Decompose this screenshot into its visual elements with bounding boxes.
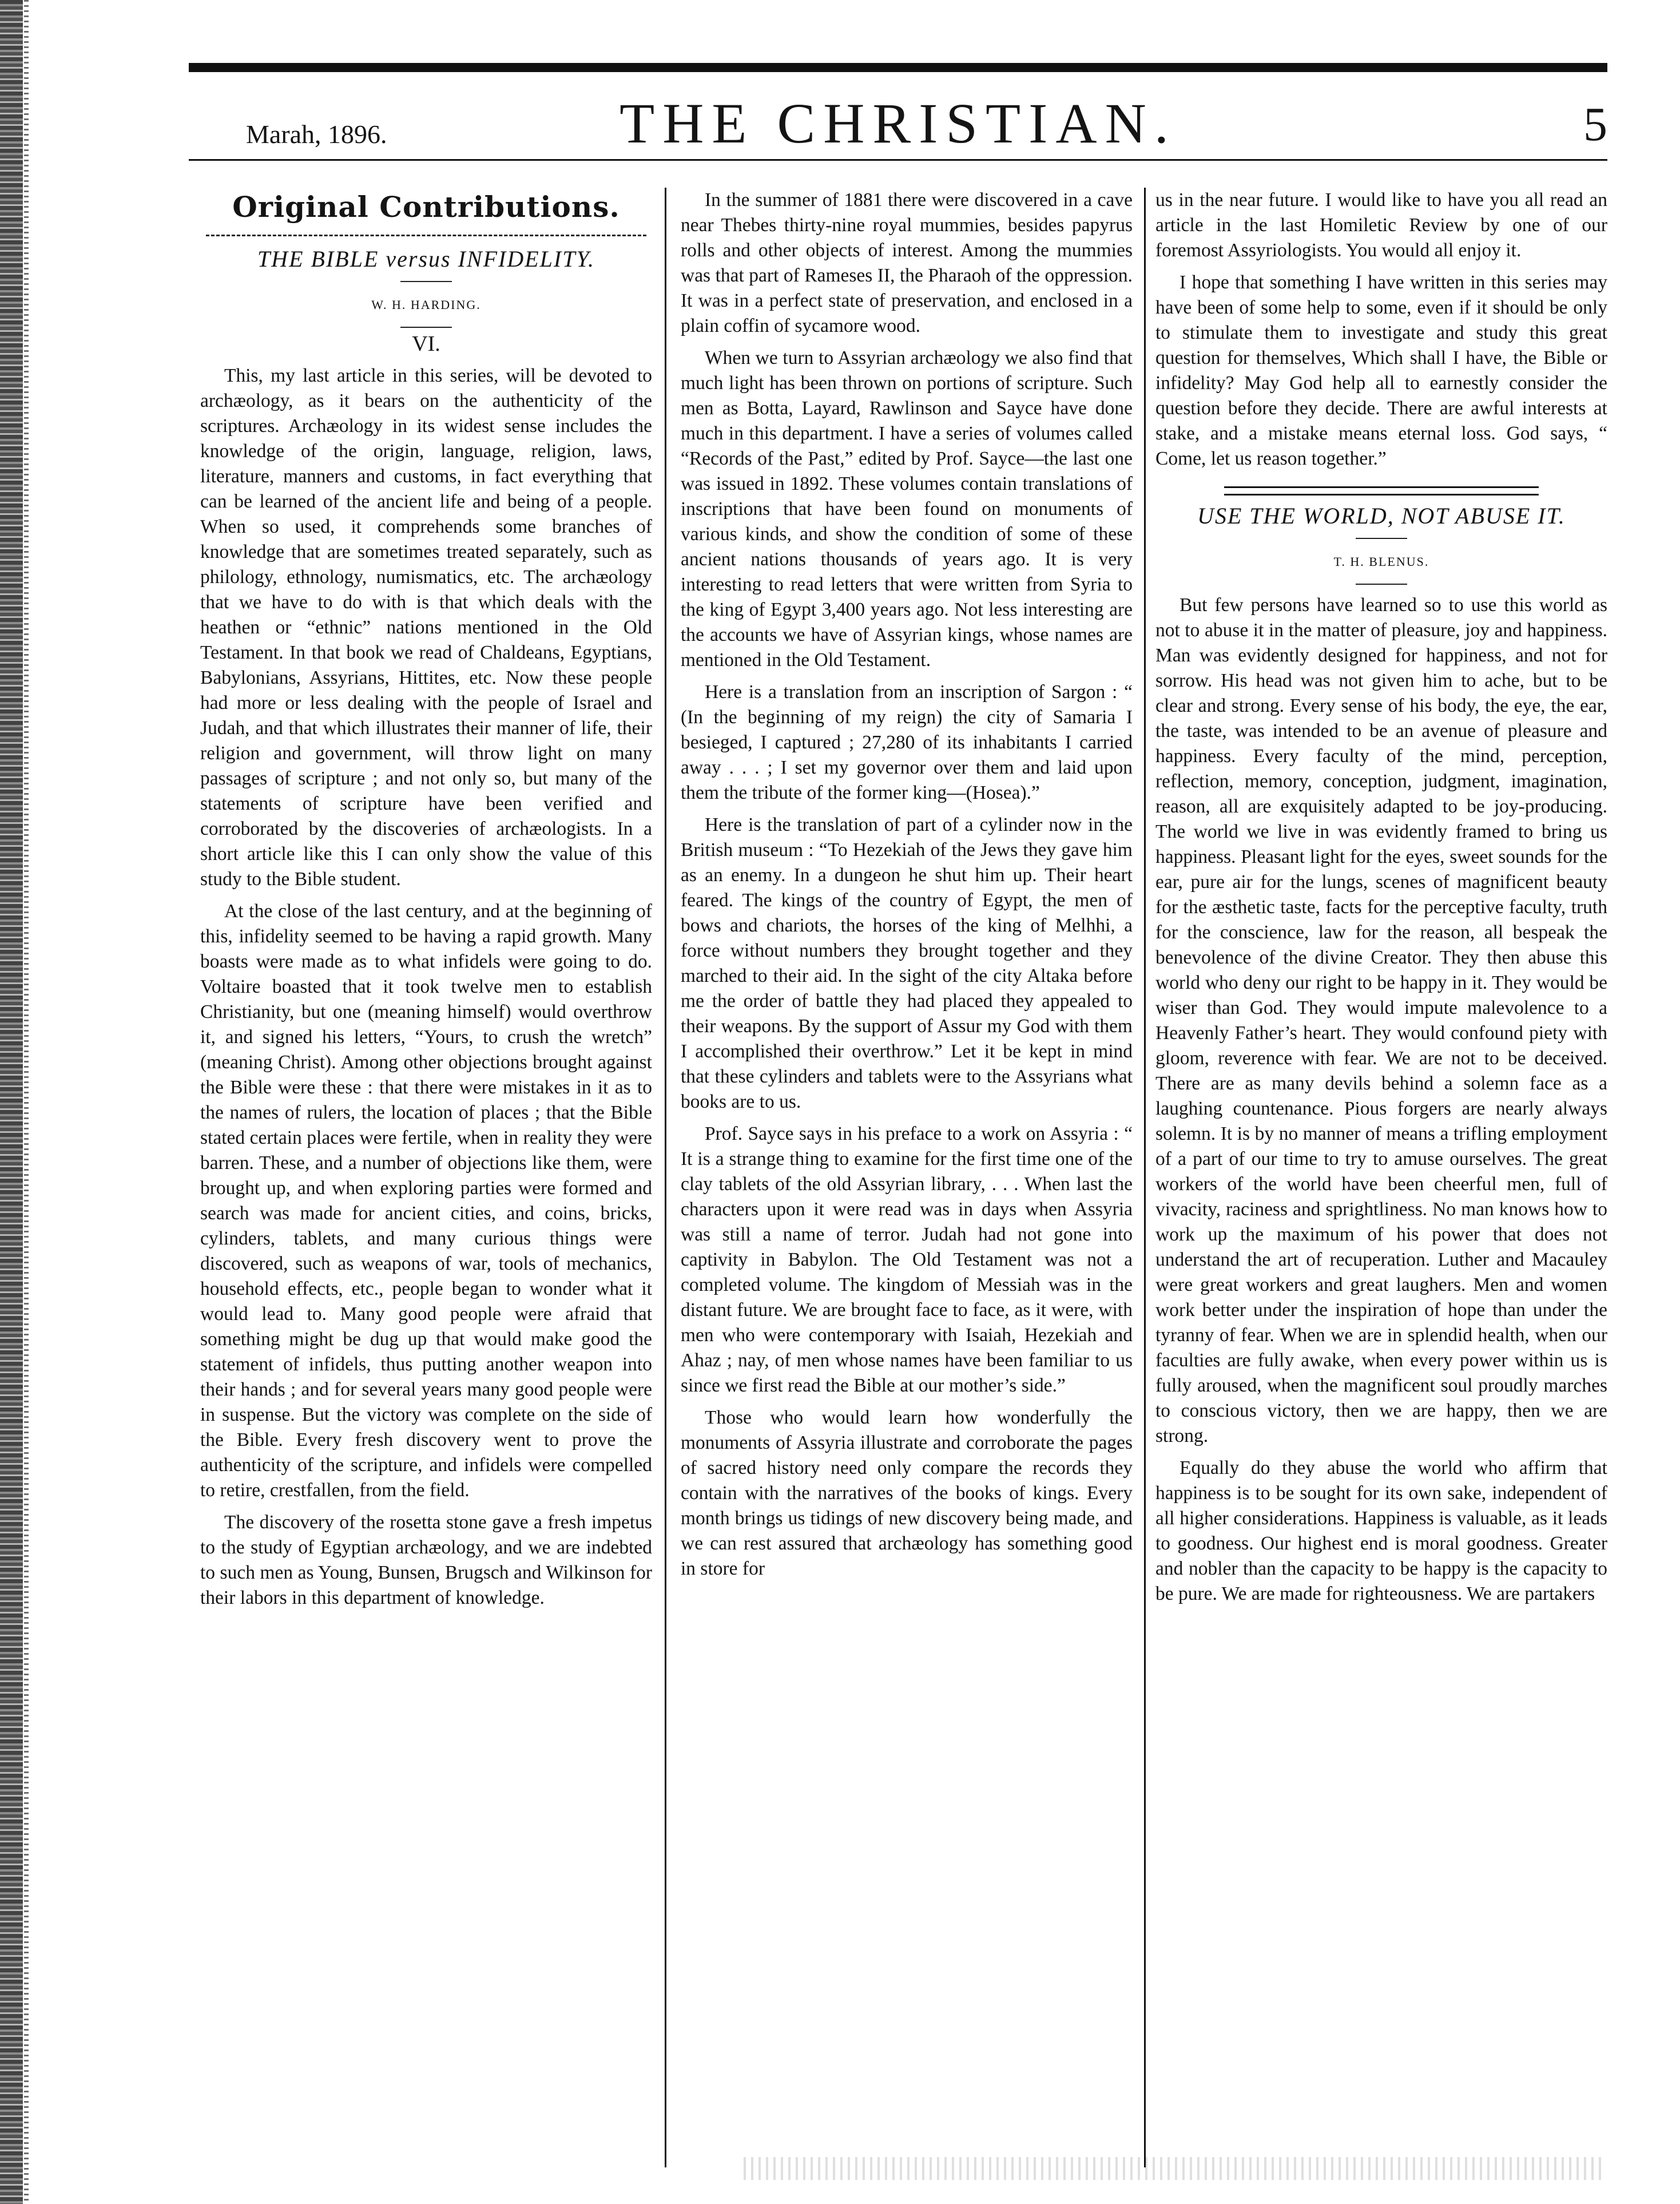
print-smudge bbox=[744, 2157, 1602, 2180]
article-title: USE THE WORLD, NOT ABUSE IT. bbox=[1197, 503, 1566, 529]
publication-title: THE CHRISTIAN. bbox=[619, 92, 1177, 155]
paragraph: I hope that something I have written in this series may have been of some help to some, even if it should be only to stimulate them to investigate and study this great question for themselves, Which shall I have, the Bible or infidelity? May God help all to earnestly consider the question before they decide. There are awful interests at stake, and a mistake means eternal loss. God says, “ Come, let us reason together.” bbox=[1155, 272, 1607, 469]
masthead-bottom-rule bbox=[189, 159, 1607, 161]
title-rule bbox=[400, 281, 452, 282]
masthead bbox=[189, 78, 1607, 159]
byline-rule bbox=[1356, 584, 1407, 585]
paragraph: In the summer of 1881 there were discovered in a cave near Thebes thirty-nine royal mummies, besides papyrus rolls and other objects of interest. Among the mummies was that part of Rameses II, the Pharaoh of the oppression. It was in a perfect state of preservation, and enclosed in a plain coffin of sycamore wood. bbox=[681, 189, 1133, 336]
article-separator bbox=[1224, 486, 1539, 495]
issue-date: Marah, 1896. bbox=[246, 120, 387, 149]
paragraph: But few persons have learned so to use this world as not to abuse it in the matter of pleasure, joy and happiness. Man was evidently designed for happiness, and not for sorrow. His head was not given him to ache, but to be clear and strong. Every sense of his body, the eye, the ear, the taste, was intended to be an avenue of pleasure and happiness. Every faculty of the mind, perception, reflection, memory, conception, judgment, imagination, reason, all are exquisitely adapted to be joy-producing. The world we live in was evidently framed to bring us happiness. Pleasant light for the eyes, sweet sounds for the ear, pure air for the lungs, scenes of magnificent beauty for the æsthetic taste, facts for the perceptive faculty, truth for the conscience, law for the reason, all bespeak the benevolence of the divine Creator. They then abuse this world who deny our right to be happy in it. They would be wiser than God. They would impute malevolence to a Heavenly Father’s heart. They would confound piety with gloom, reverence with fear. We are not to be deceived. There are as many devils behind a solemn face as a laughing countenance. Pious forgers are nearly always solemn. It is by no manner of means a trifling employment of a part of our time to try to amuse ourselves. The great workers of the world have been cheerful men, full of vivacity, raciness and sprightliness. No man knows how to work up the maximum of his power that does not understand the art of recuperation. Luther and Macauley were great workers and great laughers. Men and women work better under the inspiration of hope than under the tyranny of fear. When we are in splendid health, when our faculties are fully awake, when every power within us is fully aroused, when the magnificent soul proudly marches to conscious victory, then we are happy, then we are strong. bbox=[1155, 594, 1607, 1446]
column-divider bbox=[1144, 188, 1146, 2167]
department-heading: Original Contributions. bbox=[232, 190, 620, 224]
paragraph: Equally do they abuse the world who affirm that happiness is to be sought for its own sake, independent of all higher considerations. Happiness is valuable, as it leads to goodness. Our highest end is moral goodness. Greater and nobler than the capacity to be happy is the capacity to be pure. We are made for righteousness. We are partakers bbox=[1155, 1457, 1607, 1604]
part-number: VI. bbox=[412, 332, 440, 356]
column-2 bbox=[681, 188, 1133, 2156]
paragraph: At the close of the last century, and at the beginning of this, infidelity seemed to be having a rapid growth. Many boasts were made as to what infidels were going to do. Voltaire boasted that it took twelve men to establish Christianity, but one (meaning himself) would overthrow it, and signed his letters, “Yours, to crush the wretch” (meaning Christ). Among other objections brought against the Bible were these : that there were mistakes in it as to the names of rulers, the location of places ; that the Bible stated certain places were fertile, when in reality they were barren. These, and a number of objections like them, were brought up, and when exploring parties were formed and search was made for ancient cities, and coins, bricks, cylinders, tablets, and many curious things were discovered, such as weapons of war, tools of mechanics, household effects, etc., people began to wonder what it would lead to. Many good people were afraid that something might be dug up that would make good the statement of infidels, thus putting another weapon into their hands ; and for several years many good people were in suspense. But the victory was complete on the side of the Bible. Every fresh discovery went to prove the authenticity of the scripture, and infidels were compelled to retire, crestfallen, from the field. bbox=[200, 901, 652, 1501]
paragraph: us in the near future. I would like to have you all read an article in the last Homiletic Review by one of our foremost Assyriologists. You would all enjoy it. bbox=[1155, 189, 1607, 261]
paragraph: The discovery of the rosetta stone gave a fresh impetus to the study of Egyptian archæology, and we are indebted to such men as Young, Bunsen, Brugsch and Wilkinson for their labors in this department of knowledge. bbox=[200, 1512, 652, 1608]
page-number: 5 bbox=[1583, 98, 1607, 151]
paragraph: Those who would learn how wonderfully the monuments of Assyria illustrate and corroborate the pages of sacred history need only compare the records they contain with the narratives of the books of kings. Every month brings us tidings of new discovery being made, and we can rest assured that archæology has something good in store for bbox=[681, 1407, 1133, 1579]
columns bbox=[189, 188, 1607, 2162]
ornamental-rule bbox=[206, 235, 646, 239]
byline-rule bbox=[400, 327, 452, 328]
paragraph: This, my last article in this series, will be devoted to archæology, as it bears on the authenticity of the scriptures. Archæology in its widest sense includes the knowledge of the origin, language, religion, laws, literature, manners and customs, in fact everything that can be learned of the ancient life and being of a people. When so used, it comprehends some branches of knowledge that are sometimes treated separately, such as philology, ethnology, numismatics, etc. The archæology that we have to do with is that which deals with the heathen or “ethnic” nations mentioned in the Old Testament. In that book we read of Chaldeans, Egyptians, Babylonians, Assyrians, Hittites, etc. Now these people had more or less dealing with the people of Israel and Judah, and that which illustrates their manner of life, their religion and government, will throw light on many passages of scripture ; and not only so, but many of the statements of scripture have been verified and corroborated by the discoveries of archæologists. In a short article like this I can only show the value of this study to the Bible student. bbox=[200, 365, 652, 890]
title-rule bbox=[1356, 538, 1407, 539]
paragraph: Prof. Sayce says in his preface to a work on Assyria : “ It is a strange thing to examine for the first time one of the clay tablets of the old Assyrian library, . . . When last the characters upon it were read was in days when Assyria was still a name of terror. Judah had not gone into captivity in Babylon. The Old Testament was not a completed volume. The kingdom of Messiah was in the distant future. We are brought face to face, as it were, with men who were contemporary with Isaiah, Hezekiah and Ahaz ; nay, of men whose names have been familiar to us since we first read the Bible at our mother’s side.” bbox=[681, 1123, 1133, 1396]
column-3 bbox=[1155, 188, 1607, 2156]
column-1 bbox=[200, 188, 652, 2156]
paragraph: Here is a translation from an inscription of Sargon : “ (In the beginning of my reign) the city of Samaria I besieged, I captured ; 27,280 of its inhabitants I carried away . . . ; I set my governor over them and laid upon them the tribute of the former king—(Hosea).” bbox=[681, 681, 1133, 803]
article-author: T. H. BLENUS. bbox=[1333, 554, 1429, 569]
newspaper-page bbox=[189, 63, 1607, 1608]
paragraph: When we turn to Assyrian archæology we also find that much light has been thrown on portions of scripture. Such men as Botta, Layard, Rawlinson and Sayce have done much in this department. I have a series of volumes called “Records of the Past,” edited by Prof. Sayce—the last one was issued in 1892. These volumes contain translations of inscriptions that have been found on monuments of various kinds, and show the condition of some of these ancient nations thousands of years ago. It is very interesting to read letters that were written from Syria to the king of Egypt 3,400 years ago. Not less interesting are the accounts we have of Assyrian kings, whose names are mentioned in the Old Testament. bbox=[681, 347, 1133, 671]
masthead-top-rule bbox=[189, 63, 1607, 72]
article-author: W. H. HARDING. bbox=[371, 298, 481, 312]
article-title: THE BIBLE versus INFIDELITY. bbox=[257, 246, 595, 272]
column-divider bbox=[665, 188, 666, 2167]
paragraph: Here is the translation of part of a cylinder now in the British museum : “To Hezekiah of the Jews they gave him as an enemy. In a dungeon he shut him up. Their heart feared. The kings of the country of Egypt, the men of bows and chariots, the horses of the king of Melhhi, a force without numbers they brought together and they marched to their aid. In the sight of the city Altaka before me the order of battle they had placed they appealed to their weapons. By the support of Assur my God with them I accomplished their overthrow.” Let it be kept in mind that these cylinders and tablets were to the Assyrians what books are to us. bbox=[681, 814, 1133, 1112]
page-binding-edge bbox=[0, 0, 23, 2204]
